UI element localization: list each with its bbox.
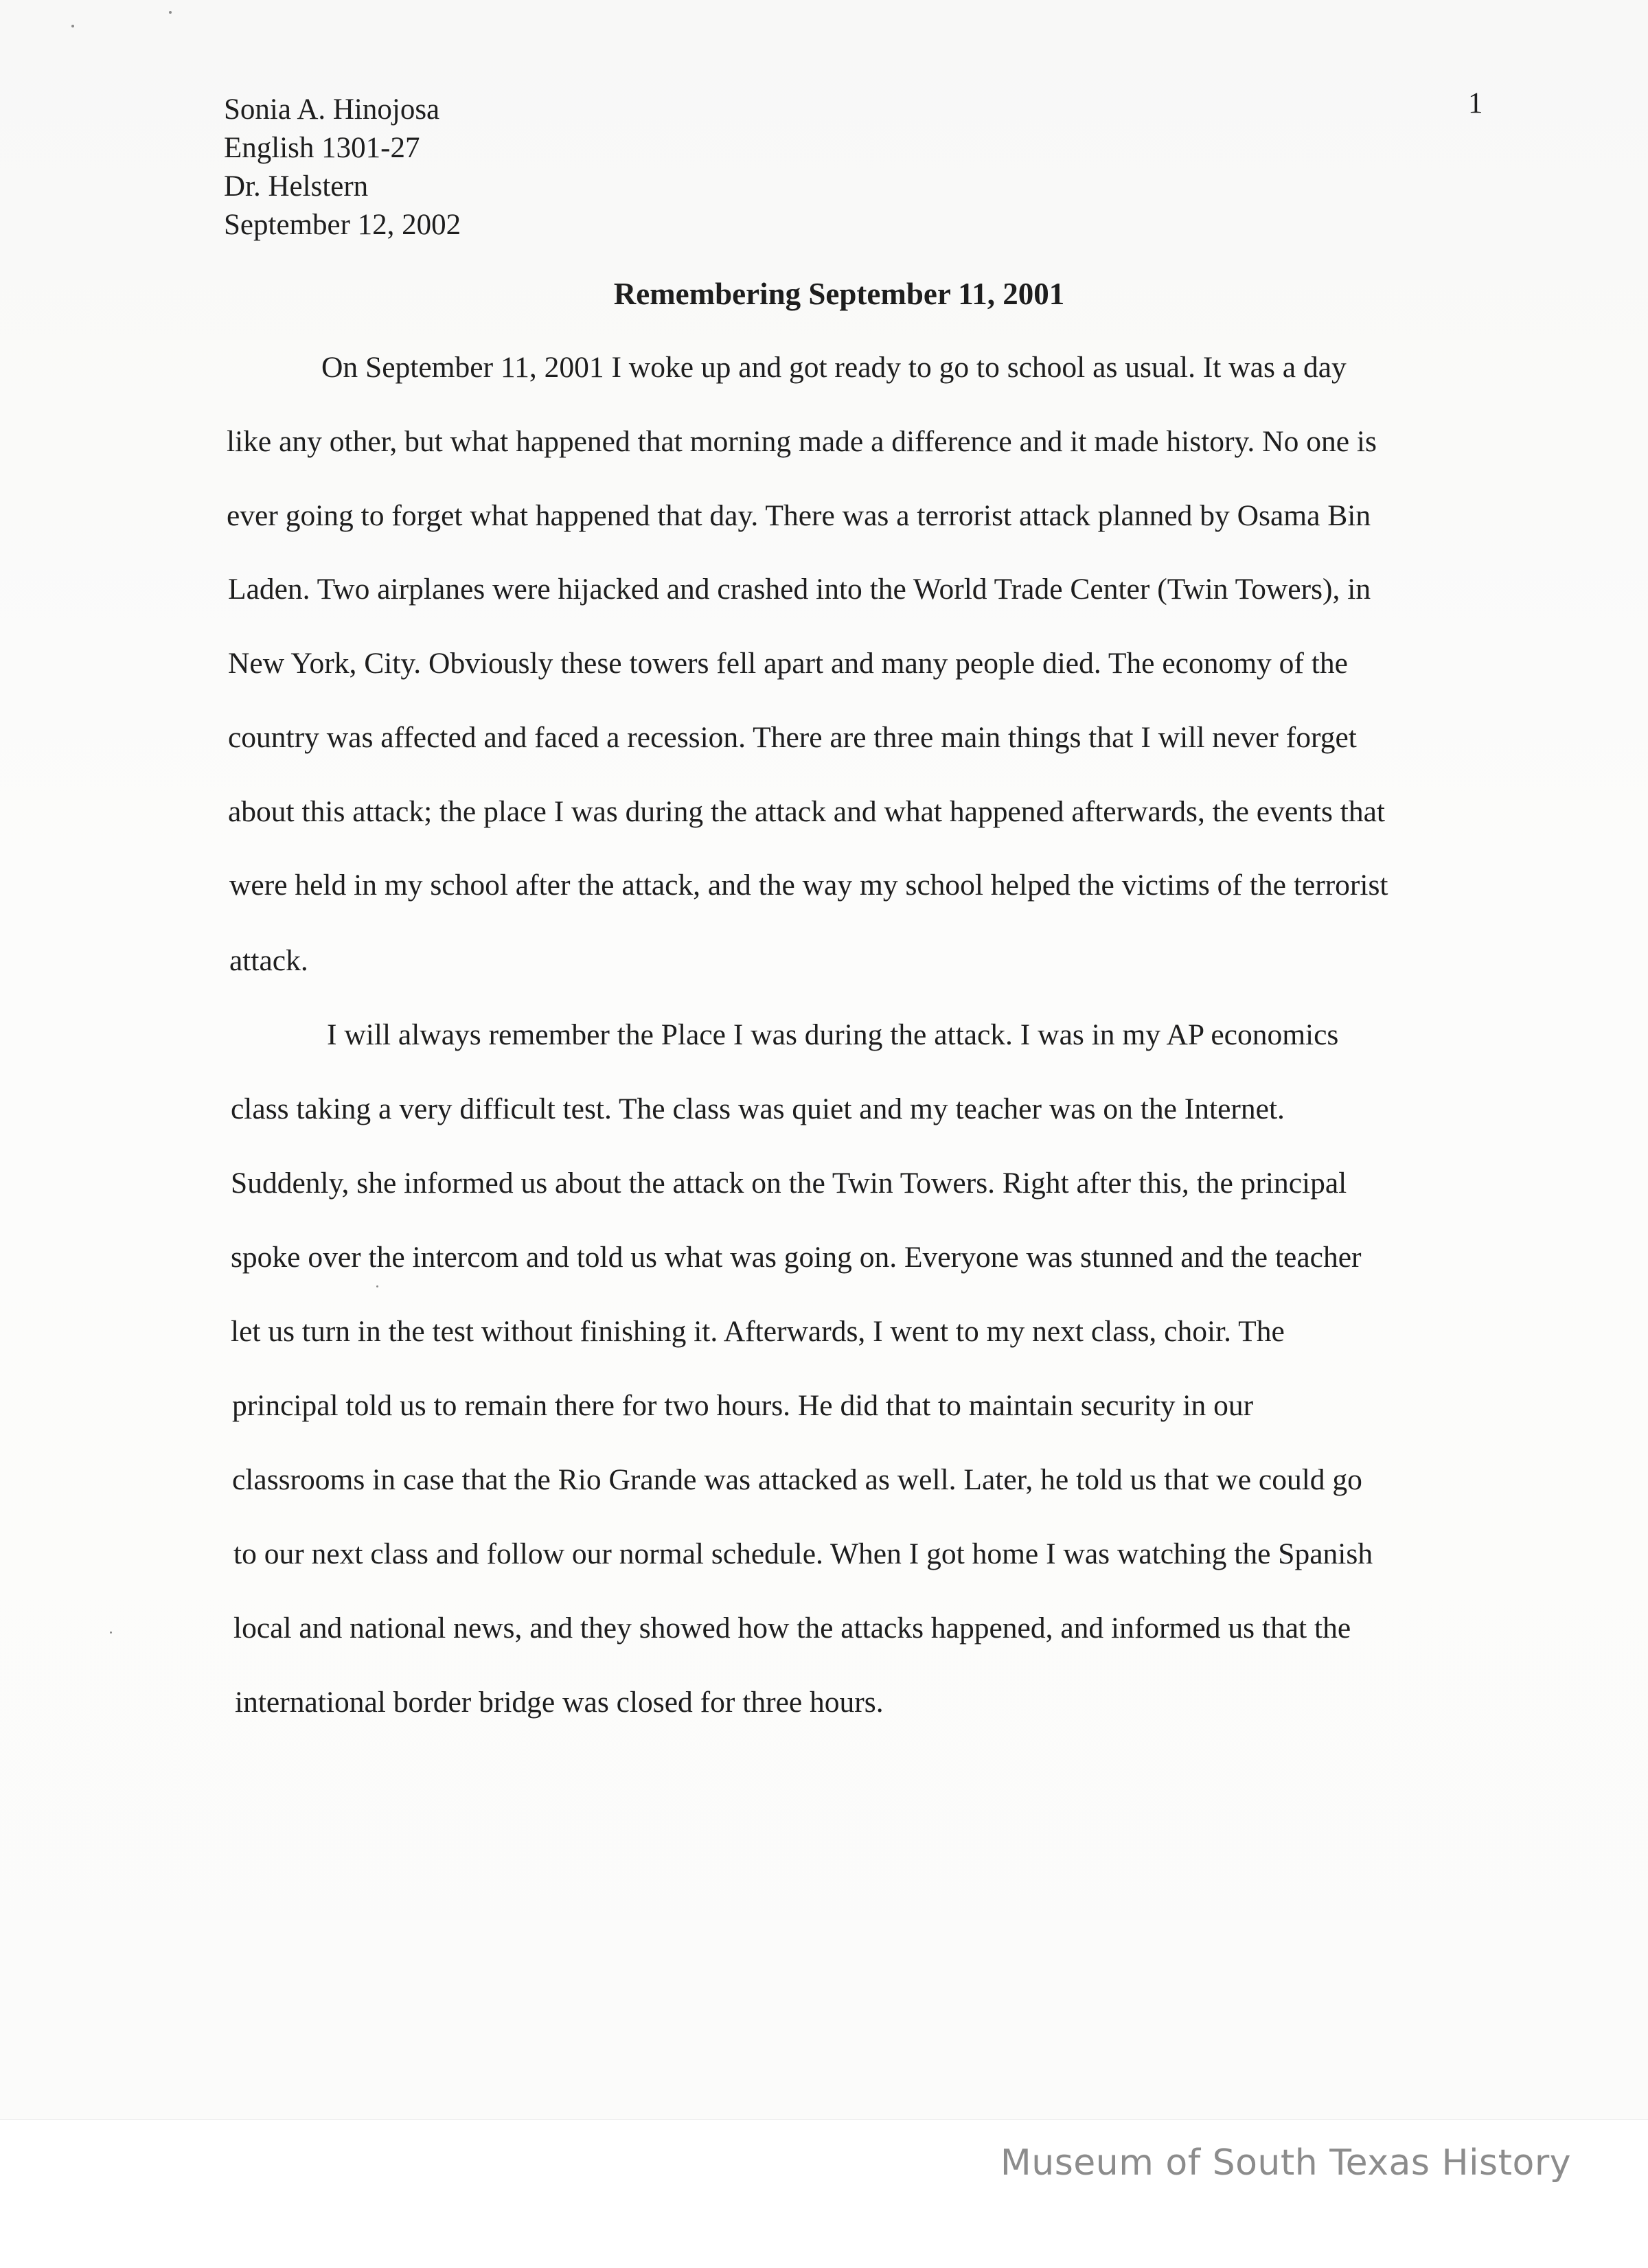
scan-speck bbox=[110, 1631, 112, 1634]
footer-band bbox=[0, 2119, 1648, 2268]
essay-line: Suddenly, she informed us about the attack on the Twin Towers. Right after this, the principal bbox=[231, 1167, 1347, 1200]
essay-line: classrooms in case that the Rio Grande was attacked as well. Later, he told us that we could go bbox=[232, 1463, 1362, 1496]
essay-title: Remembering September 11, 2001 bbox=[613, 277, 1065, 311]
essay-line: I will always remember the Place I was during the attack. I was in my AP economics bbox=[327, 1018, 1339, 1051]
instructor-name: Dr. Helstern bbox=[224, 170, 369, 203]
essay-line: let us turn in the test without finishing it. Afterwards, I went to my next class, choir. The bbox=[231, 1315, 1285, 1348]
essay-line: local and national news, and they showed how the attacks happened, and informed us that the bbox=[233, 1612, 1351, 1645]
course-name: English 1301-27 bbox=[224, 132, 420, 164]
essay-line: Laden. Two airplanes were hijacked and crashed into the World Trade Center (Twin Towers), in bbox=[228, 573, 1371, 606]
essay-line: attack. bbox=[229, 944, 308, 977]
museum-watermark: Museum of South Texas History bbox=[1000, 2142, 1571, 2184]
author-name: Sonia A. Hinojosa bbox=[224, 93, 440, 126]
author-heading-block bbox=[224, 91, 461, 244]
essay-line: country was affected and faced a recession. There are three main things that I will never forget bbox=[228, 721, 1357, 754]
essay-line: international border bridge was closed for three hours. bbox=[235, 1686, 884, 1719]
page-number: 1 bbox=[1468, 87, 1483, 119]
submission-date: September 12, 2002 bbox=[224, 209, 461, 241]
essay-line: spoke over the intercom and told us what was going on. Everyone was stunned and the teacher bbox=[231, 1241, 1362, 1274]
essay-line: principal told us to remain there for two hours. He did that to maintain security in our bbox=[232, 1389, 1254, 1422]
essay-line: class taking a very difficult test. The class was quiet and my teacher was on the Internet. bbox=[231, 1092, 1285, 1125]
scan-speck bbox=[376, 1285, 378, 1287]
scan-speck bbox=[169, 11, 172, 14]
essay-line: ever going to forget what happened that day. There was a terrorist attack planned by Osama Bin bbox=[227, 499, 1371, 532]
scan-speck bbox=[71, 25, 74, 27]
essay-line: New York, City. Obviously these towers fell apart and many people died. The economy of the bbox=[228, 647, 1348, 680]
essay-line: about this attack; the place I was during the attack and what happened afterwards, the events that bbox=[228, 795, 1385, 828]
essay-line: were held in my school after the attack, and the way my school helped the victims of the terrorist bbox=[229, 869, 1388, 902]
essay-line: like any other, but what happened that morning made a difference and it made history. No one is bbox=[227, 425, 1377, 458]
essay-line: On September 11, 2001 I woke up and got ready to go to school as usual. It was a day bbox=[321, 351, 1347, 384]
essay-line: to our next class and follow our normal schedule. When I got home I was watching the Spanish bbox=[233, 1537, 1373, 1570]
